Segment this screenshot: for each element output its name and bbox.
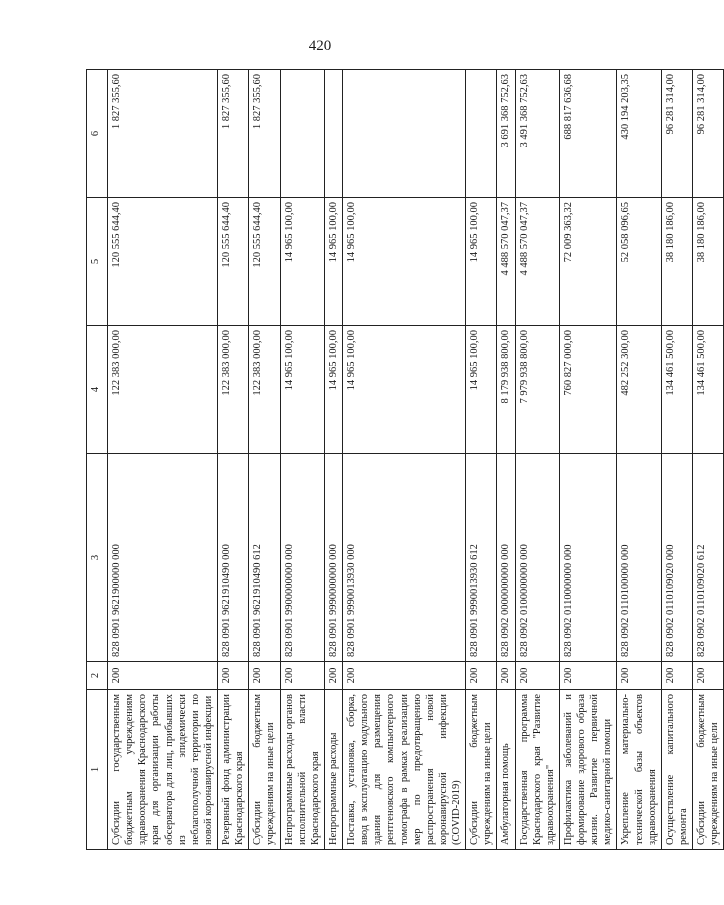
row-ved: 200	[466, 662, 497, 690]
row-ved: 200	[218, 662, 249, 690]
row-col5: 14 965 100,00	[343, 198, 466, 326]
row-code: 828 0901 9900000000 000	[280, 454, 324, 662]
table-row	[108, 70, 218, 850]
row-col6	[343, 70, 466, 198]
row-col6: 3 491 368 752,63	[515, 70, 559, 198]
row-code: 828 0901 9990013930 000	[343, 454, 466, 662]
row-code: 828 0901 9990000000 000	[324, 454, 342, 662]
table-row	[617, 70, 661, 850]
row-name: Профилактика заболеваний и формирование здорового образа жизни. Развитие первичной медико-санитарной помощи	[559, 690, 617, 850]
table-row	[218, 70, 249, 850]
table-row	[515, 70, 559, 850]
row-col4: 122 383 000,00	[108, 326, 218, 454]
row-col4: 14 965 100,00	[280, 326, 324, 454]
row-col4: 7 979 938 800,00	[515, 326, 559, 454]
row-col5: 4 488 570 047,37	[497, 198, 515, 326]
row-col4: 122 383 000,00	[218, 326, 249, 454]
row-col5: 14 965 100,00	[280, 198, 324, 326]
row-col4: 134 461 500,00	[661, 326, 692, 454]
row-col4: 482 252 300,00	[617, 326, 661, 454]
row-col6	[280, 70, 324, 198]
row-name: Укрепление материально-технической базы объектов здравоохранения	[617, 690, 661, 850]
table-row	[661, 70, 692, 850]
row-ved: 200	[343, 662, 466, 690]
row-col6: 688 817 636,68	[559, 70, 617, 198]
row-ved: 200	[617, 662, 661, 690]
column-header-2: 2	[87, 662, 108, 690]
table-row	[693, 70, 724, 850]
row-ved: 200	[108, 662, 218, 690]
row-col6: 96 281 314,00	[661, 70, 692, 198]
row-name: Субсидии бюджетным учреждениям на иные цели	[466, 690, 497, 850]
row-col6	[466, 70, 497, 198]
row-col6: 430 194 203,35	[617, 70, 661, 198]
row-col4: 122 383 000,00	[249, 326, 280, 454]
row-code: 828 0902 0110100000 000	[617, 454, 661, 662]
row-col6: 96 281 314,00	[693, 70, 724, 198]
row-name: Резервный фонд администрации Краснодарского края	[218, 690, 249, 850]
column-header-6: 6	[87, 70, 108, 198]
table-row	[324, 70, 342, 850]
row-col5: 4 488 570 047,37	[515, 198, 559, 326]
row-ved: 200	[515, 662, 559, 690]
table-row	[497, 70, 515, 850]
column-header-1: 1	[87, 690, 108, 850]
row-name: Государственная программа Краснодарского края "Развитие здравоохранения"	[515, 690, 559, 850]
budget-table	[86, 69, 724, 850]
column-header-5: 5	[87, 198, 108, 326]
row-name: Амбулаторная помощь	[497, 690, 515, 850]
row-ved: 200	[280, 662, 324, 690]
row-code: 828 0901 9621900000 000	[108, 454, 218, 662]
row-code: 828 0901 9621910490 612	[249, 454, 280, 662]
row-name: Поставка, установка, сборка, ввод в эксплуатацию модульного здания для размещения рентгеновского компьютерного томографа в рамках реализации мер по предотвращению распространения новой коронавирусной инфекции (COVID-2019)	[343, 690, 466, 850]
row-ved: 200	[559, 662, 617, 690]
row-col4: 14 965 100,00	[466, 326, 497, 454]
row-col4: 8 179 938 800,00	[497, 326, 515, 454]
row-code: 828 0901 9621910490 000	[218, 454, 249, 662]
page-number: 420	[308, 38, 332, 54]
row-name: Субсидии государственным бюджетным учреждениям здравоохранения Краснодарского края для организации работы обсерватора для лиц, прибывших из эпидемически неблагополучной территории по новой коронавирусной инфекции	[108, 690, 218, 850]
row-ved: 200	[497, 662, 515, 690]
row-col5: 120 555 644,40	[249, 198, 280, 326]
row-name: Субсидии бюджетным учреждениям на иные цели	[693, 690, 724, 850]
row-col4: 760 827 000,00	[559, 326, 617, 454]
row-col6: 1 827 355,60	[108, 70, 218, 198]
table-row	[559, 70, 617, 850]
row-name: Непрограммные расходы	[324, 690, 342, 850]
row-col6: 1 827 355,60	[249, 70, 280, 198]
row-col5: 72 009 363,32	[559, 198, 617, 326]
row-code: 828 0901 9990013930 612	[466, 454, 497, 662]
row-code: 828 0902 0110109020 612	[693, 454, 724, 662]
table-row	[280, 70, 324, 850]
row-ved: 200	[249, 662, 280, 690]
row-col6	[324, 70, 342, 198]
row-col4: 134 461 500,00	[693, 326, 724, 454]
row-code: 828 0902 0110000000 000	[559, 454, 617, 662]
row-name: Осуществление капитального ремонта	[661, 690, 692, 850]
row-col5: 52 058 096,65	[617, 198, 661, 326]
row-col6: 1 827 355,60	[218, 70, 249, 198]
row-name: Субсидии бюджетным учреждениям на иные цели	[249, 690, 280, 850]
row-name: Непрограммные расходы органов исполнительной власти Краснодарского края	[280, 690, 324, 850]
table-row	[343, 70, 466, 850]
row-code: 828 0902 0000000000 000	[497, 454, 515, 662]
row-code: 828 0902 0110109020 000	[661, 454, 692, 662]
row-ved: 200	[661, 662, 692, 690]
table-header-row	[87, 70, 108, 850]
table-row	[466, 70, 497, 850]
column-header-4: 4	[87, 326, 108, 454]
row-col5: 120 555 644,40	[108, 198, 218, 326]
table-row	[249, 70, 280, 850]
row-col5: 14 965 100,00	[466, 198, 497, 326]
row-col4: 14 965 100,00	[324, 326, 342, 454]
row-ved: 200	[693, 662, 724, 690]
row-col5: 38 180 186,00	[661, 198, 692, 326]
row-col5: 38 180 186,00	[693, 198, 724, 326]
row-code: 828 0902 0100000000 000	[515, 454, 559, 662]
rotated-table-frame	[86, 70, 721, 850]
column-header-3: 3	[87, 454, 108, 662]
row-col6: 3 691 368 752,63	[497, 70, 515, 198]
row-col4: 14 965 100,00	[343, 326, 466, 454]
row-col5: 14 965 100,00	[324, 198, 342, 326]
table-container	[86, 70, 721, 850]
row-ved: 200	[324, 662, 342, 690]
row-col5: 120 555 644,40	[218, 198, 249, 326]
